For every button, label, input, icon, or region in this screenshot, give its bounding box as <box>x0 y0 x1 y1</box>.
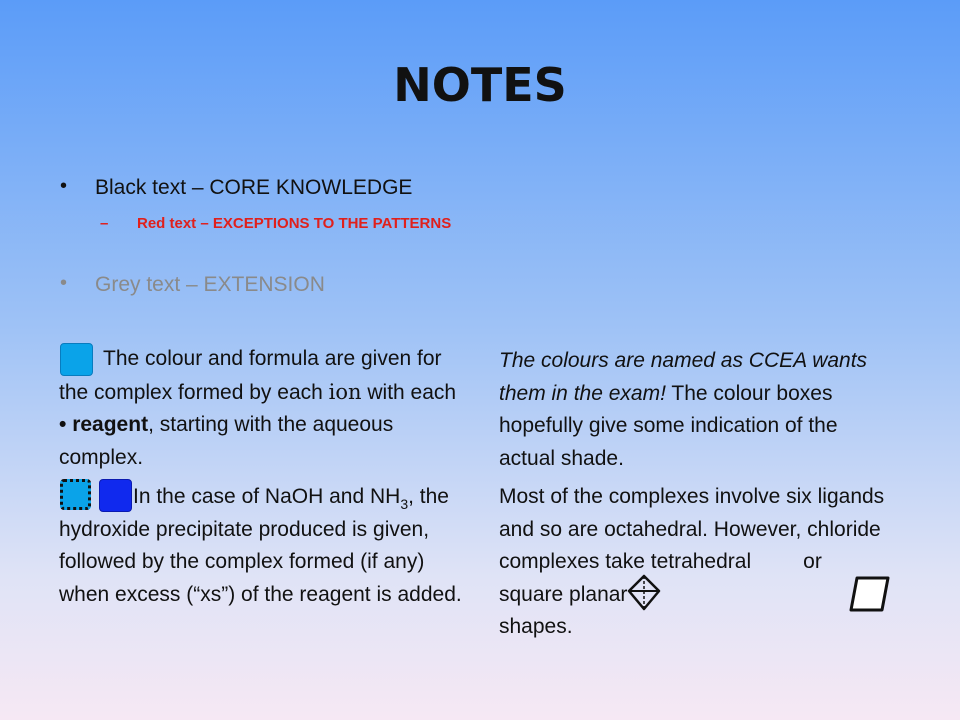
left-p1-text-a: The colour and formula are given for the complex formed by each <box>59 347 442 404</box>
left-p1-reagent: reagent <box>72 413 149 436</box>
right-p1-italic: The colours are named as CCEA wants them in the exam! <box>499 349 868 405</box>
left-p2-subscript: 3 <box>400 496 409 512</box>
bullet-dot-icon: • <box>60 272 68 294</box>
left-paragraph-1 <box>59 343 469 474</box>
right-p2-text-c: shapes. <box>499 615 573 638</box>
bullet-dot-icon: • <box>60 175 68 197</box>
page-title: NOTES <box>393 58 567 112</box>
bullet-exceptions-text: Red text – EXCEPTIONS TO THE PATTERNS <box>137 215 452 232</box>
left-p1-text-c: , starting with the aqueous complex. <box>59 413 394 469</box>
left-p2-text-b: , the hydroxide precipitate produced is given, followed by the complex formed (if any) when excess (“xs”) of the reagent is added. <box>59 485 462 606</box>
tetrahedral-shape-icon <box>626 574 662 612</box>
left-p1-text-b: with each <box>361 380 457 404</box>
bullet-core-knowledge <box>60 175 413 200</box>
right-p2-text-b: or square planar <box>499 550 822 606</box>
right-p2-text-a: Most of the complexes involve six ligands and so are octahedral. However, chloride complexes take tetrahedral <box>499 485 885 573</box>
bullet-extension-text: Grey text – EXTENSION <box>95 273 325 296</box>
square-planar-shape-icon <box>848 575 892 613</box>
left-p1-ion: ion <box>328 379 362 404</box>
dash-icon: – <box>100 215 109 232</box>
left-paragraph-2 <box>59 481 469 611</box>
bullet-core-knowledge-text: Black text – CORE KNOWLEDGE <box>95 176 413 199</box>
left-p2-text-a: In the case of NaOH and NH <box>133 485 401 508</box>
bullet-exceptions <box>100 212 467 236</box>
right-p1-plain: The colour boxes hopefully give some indication of the actual shade. <box>499 381 838 470</box>
bullet-extension <box>60 272 325 297</box>
right-paragraph-1 <box>499 345 899 475</box>
right-paragraph-2 <box>499 481 889 644</box>
reagent-dot-icon: • <box>59 413 67 436</box>
